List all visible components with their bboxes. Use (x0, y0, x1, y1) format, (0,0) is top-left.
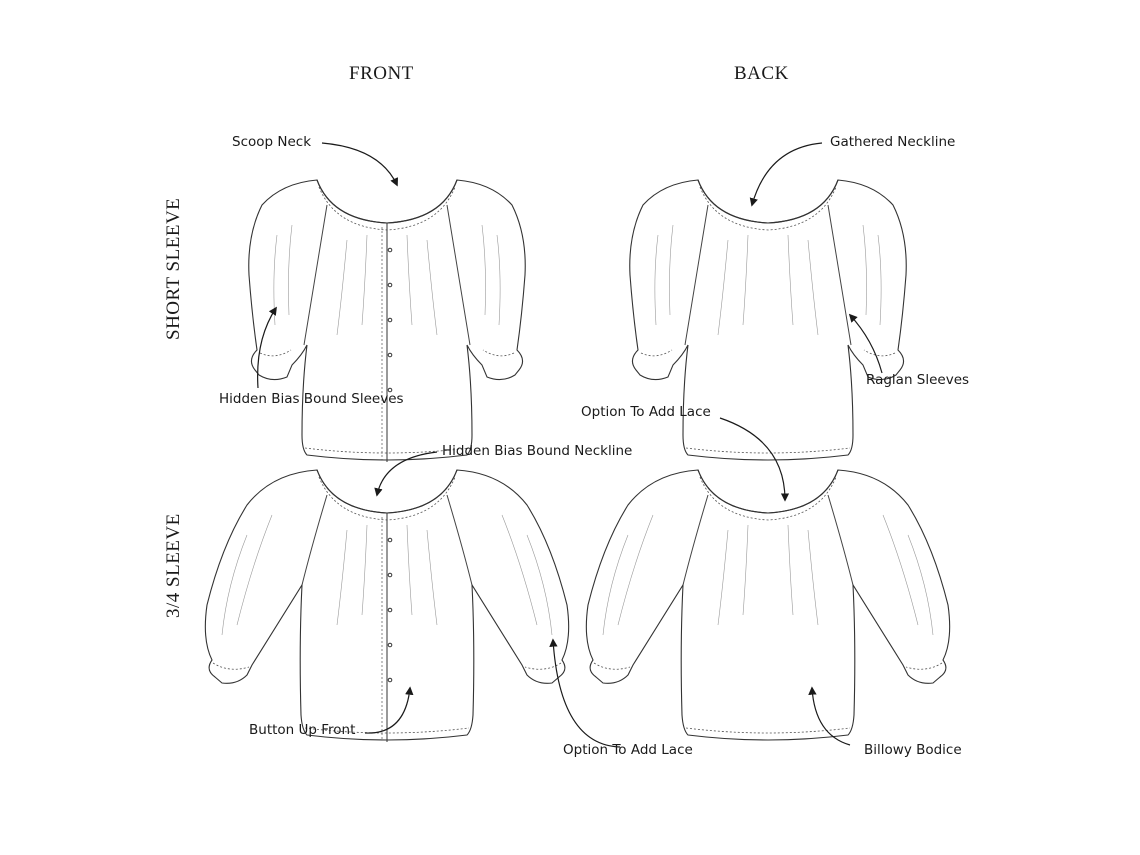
back-column-heading: BACK (734, 63, 789, 84)
callout-option-lace-top: Option To Add Lace (581, 404, 711, 420)
callout-hidden-bias-neckline: Hidden Bias Bound Neckline (442, 443, 633, 459)
arrow-scoop-neck (322, 143, 397, 185)
front-short-sleeve-blouse (249, 180, 525, 462)
back-three-quarter-sleeve-blouse (586, 470, 949, 740)
short-sleeve-row-label: SHORT SLEEVE (163, 197, 184, 340)
arrow-gathered-neckline (752, 143, 822, 205)
callout-hidden-bias-sleeves: Hidden Bias Bound Sleeves (219, 391, 404, 407)
callout-button-up-front: Button Up Front (249, 722, 356, 738)
front-column-heading: FRONT (349, 63, 414, 84)
callout-billowy-bodice: Billowy Bodice (864, 742, 962, 758)
three-quarter-sleeve-row-label: 3/4 SLEEVE (163, 513, 184, 618)
callout-raglan-sleeves: Raglan Sleeves (866, 372, 970, 388)
front-three-quarter-sleeve-blouse (205, 470, 568, 742)
callout-option-lace-bottom: Option To Add Lace (563, 742, 693, 758)
callout-gathered-neckline: Gathered Neckline (830, 134, 956, 150)
callout-scoop-neck: Scoop Neck (232, 134, 312, 150)
